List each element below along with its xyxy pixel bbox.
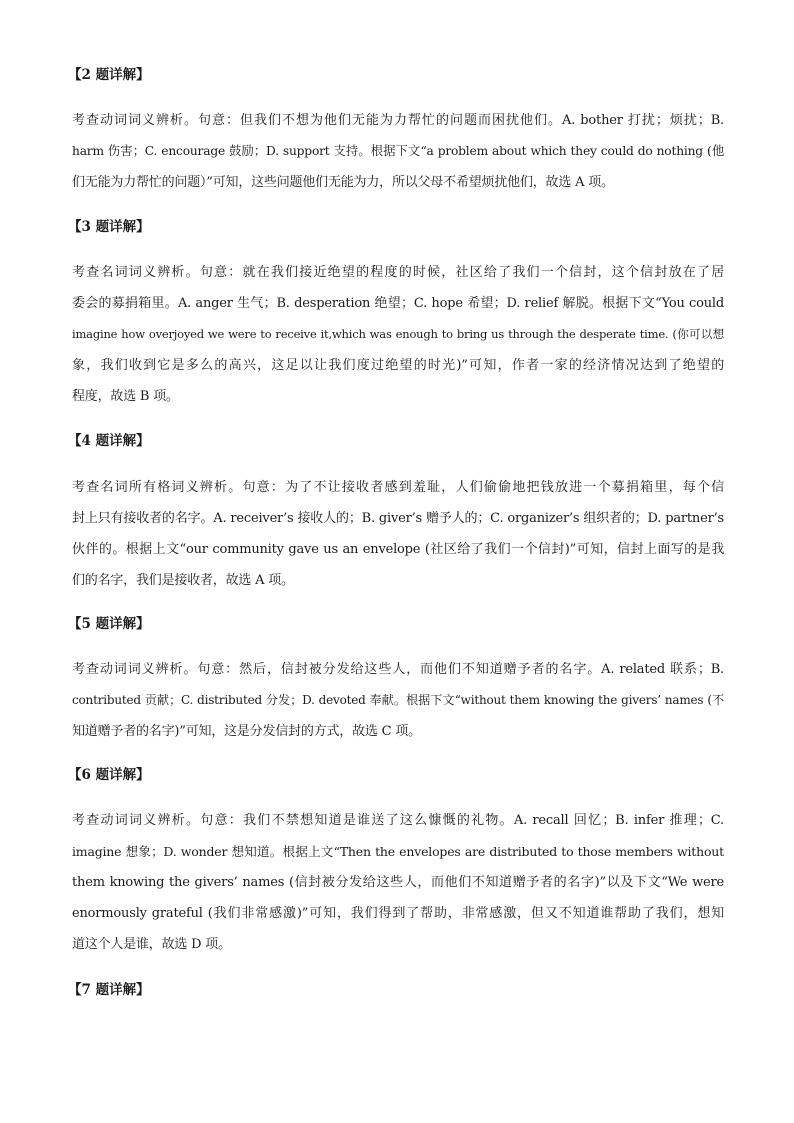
body-line: enormously grateful (我们非常感激)”可知，我们得到了帮助，非常感激，但又不知道谁帮助了我们，想知 — [72, 906, 724, 921]
section-heading-q7: 【7 题详解】 — [68, 982, 150, 998]
section-heading-q5: 【5 题详解】 — [68, 616, 150, 632]
body-line: imagine how overjoyed we were to receive it,which was enough to bring us through the desperate time. (你可以想 — [72, 327, 724, 341]
body-line: harm 伤害；C. encourage 鼓励；D. support 支持。根据下文“a problem about which they could do nothing (他 — [72, 144, 724, 158]
body-line: 考查动词词义辨析。句意：但我们不想为他们无能为力帮忙的问题而困扰他们。A. bother 打扰；烦扰；B. — [72, 113, 724, 128]
section-body-q2 — [72, 105, 724, 198]
body-line: imagine 想象；D. wonder 想知道。根据上文“Then the envelopes are distributed to those members without — [72, 844, 724, 859]
body-line: 伙伴的。根据上文“our community gave us an envelope (社区给了我们一个信封)”可知，信封上面写的是我 — [72, 542, 724, 557]
body-line: 道这个人是谁，故选 D 项。 — [72, 937, 231, 952]
section-heading-q2: 【2 题详解】 — [68, 67, 150, 83]
body-line: 象，我们收到它是多么的高兴，这足以让我们度过绝望的时光)”可知，作者一家的经济情况达到了绝望的 — [72, 358, 724, 373]
body-line: 考查名词所有格词义辨析。句意：为了不让接收者感到羞耻，人们偷偷地把钱放进一个募捐箱里，每个信 — [72, 480, 724, 495]
body-line: them knowing the givers’ names (信封被分发给这些人，而他们不知道赠予者的名字)”以及下文“We were — [72, 875, 724, 890]
section-body-q3 — [72, 257, 724, 412]
section-body-q4 — [72, 472, 724, 596]
section-body-q6 — [72, 805, 724, 960]
body-line: 程度，故选 B 项。 — [72, 389, 179, 404]
section-heading-q3: 【3 题详解】 — [68, 219, 150, 235]
body-line: contributed 贡献；C. distributed 分发；D. devoted 奉献。根据下文“without them knowing the givers’ names (不 — [72, 693, 724, 707]
body-line: 封上只有接收者的名字。A. receiver’s 接收人的；B. giver’s 赠予人的；C. organizer’s 组织者的；D. partner’s — [72, 511, 724, 526]
section-heading-q4: 【4 题详解】 — [68, 433, 150, 449]
body-line: 考查名词词义辨析。句意：就在我们接近绝望的程度的时候，社区给了我们一个信封，这个信封放在了居 — [72, 265, 724, 280]
section-body-q5 — [72, 654, 724, 747]
body-line: 知道赠予者的名字)”可知，这是分发信封的方式，故选 C 项。 — [72, 724, 421, 739]
body-line: 委会的募捐箱里。A. anger 生气；B. desperation 绝望；C. hope 希望；D. relief 解脱。根据下文“You could — [72, 296, 724, 311]
body-line: 考查动词词义辨析。句意：我们不禁想知道是谁送了这么慷慨的礼物。A. recall 回忆；B. infer 推理；C. — [72, 813, 724, 828]
body-line: 们的名字，我们是接收者，故选 A 项。 — [72, 573, 294, 588]
section-heading-q6: 【6 题详解】 — [68, 767, 150, 783]
body-line: 考查动词词义辨析。句意：然后，信封被分发给这些人，而他们不知道赠予者的名字。A. related 联系；B. — [72, 662, 724, 677]
body-line: 们无能为力帮忙的问题）”可知，这些问题他们无能为力，所以父母不希望烦扰他们，故选 A 项。 — [72, 175, 614, 190]
